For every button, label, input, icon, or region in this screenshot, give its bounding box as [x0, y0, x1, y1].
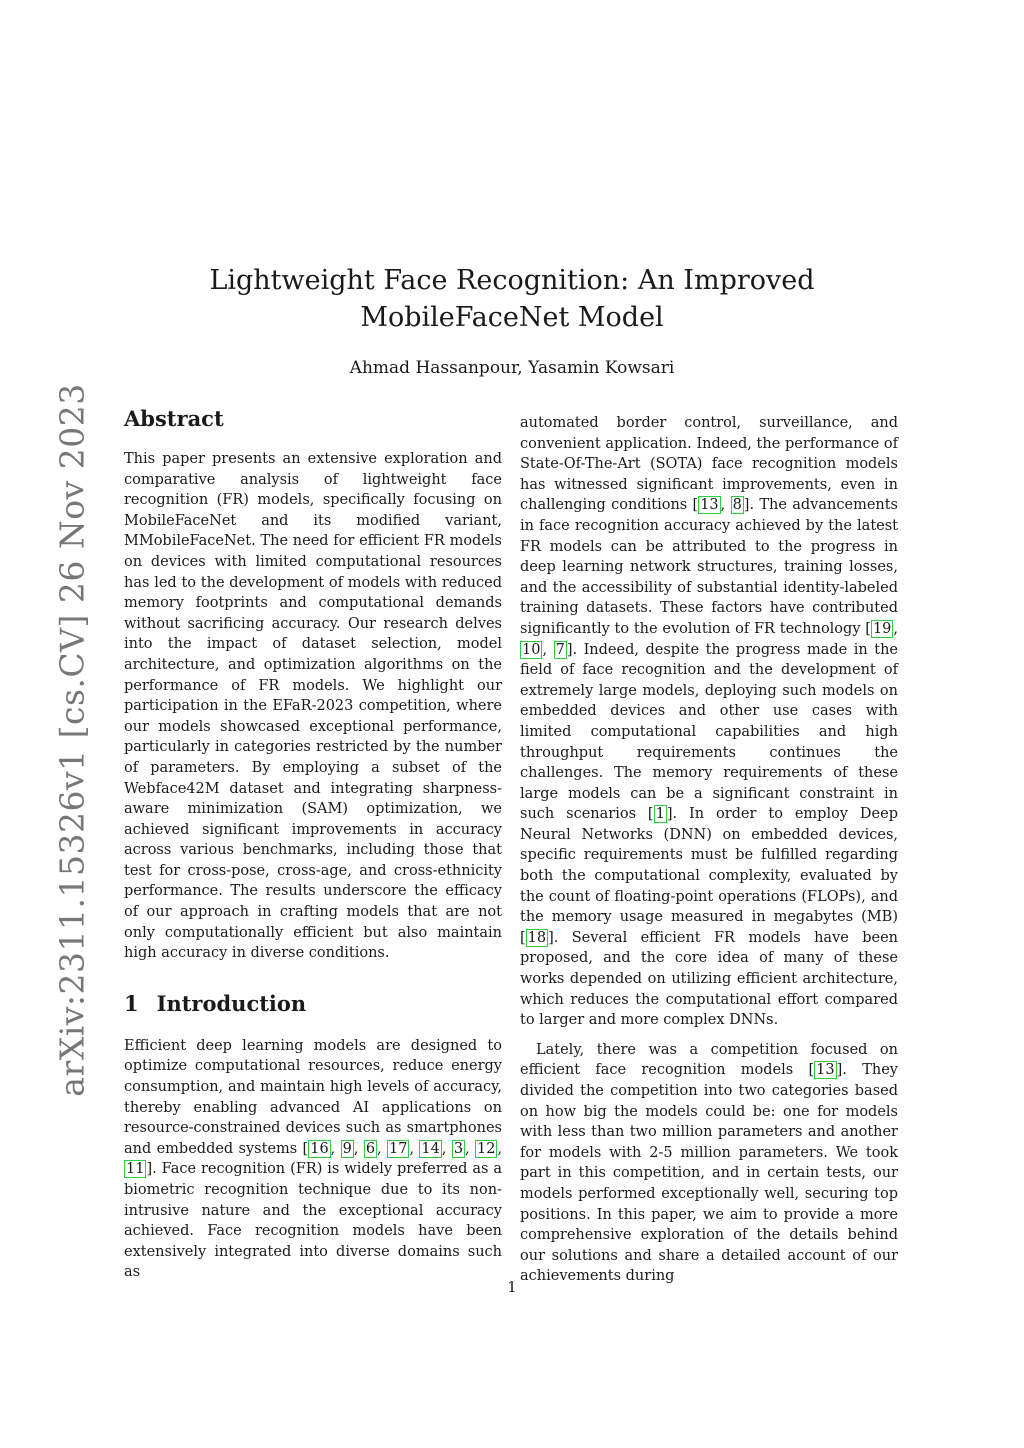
abstract-text: This paper presents an extensive exploration and comparative analysis of lightweight face recognition (FR) models, specifically focusing on MobileFaceNet and its modified variant, MMobileFaceNet. The need for efficient FR models on devices with limited computational resources has led to the development of models with reduced memory footprints and computational demands without sacrificing accuracy. Our research delves into the impact of dataset selection, model architecture, and optimization algorithms on the performance of FR models. We highlight our participation in the EFaR-2023 competition, where our models showcased exceptional performance, particularly in categories restricted by the number of parameters. By employing a subset of the Webface42M dataset and integrating sharpness-aware minimization (SAM) optimization, we achieved significant improvements in accuracy across various benchmarks, including those that test for cross-pose, cross-age, and cross-ethnicity performance. The results underscore the efficacy of our approach in crafting models that are not only computationally efficient but also maintain high accuracy in diverse conditions. [124, 451, 502, 962]
page-number: 1 [507, 1278, 517, 1296]
introduction-heading [124, 990, 502, 1018]
intro-paragraph-1-continued: automated border control, surveillance, and convenient application. Indeed, the performance of State-Of-The-Art (SOTA) face recognition models has witnessed significant improvements, even in challenging conditions [ 13 , 8 ]. The advancements in face recognition accuracy achieved by the latest FR models can be attributed to the progress in deep learning network structures, training losses, and the accessibility of substantial identity-labeled training datasets. These factors have contributed significantly to the evolution of FR technology [ 19 , 10 , 7 ]. Indeed, despite the progress made in the field of face recognition and the development of extremely large models, deploying such models on embedded devices and other use cases with limited computational capabilities and high throughput requirements continues the challenges. The memory requirements of these large models can be a significant constraint in such scenarios [ 1 ]. In order to employ Deep Neural Networks (DNN) on embedded devices, specific requirements must be fulfilled regarding both the computational complexity, evaluated by the count of floating-point operations (FLOPs), and the memory usage measured in megabytes (MB) [ 18 ]. Several efficient FR models have been proposed, and the core idea of many of these works depended on utilizing efficient architecture, which reduces the computational effort compared to larger and more complex DNNs. [520, 415, 899, 1029]
paper-authors: Ahmad Hassanpour, Yasamin Kowsari [349, 358, 675, 378]
text-run: ]. Face recognition (FR) is widely preferred as a biometric recognition technique due to its non-intrusive nature and the exceptional accuracy achieved. Face recognition models have been extensively integrated into diverse domains such as [124, 1161, 502, 1281]
right-column [520, 413, 898, 1287]
intro-paragraph-1-start: Efficient deep learning models are designed to optimize computational resources, reduce energy consumption, and maintain high levels of accuracy, thereby enabling advanced AI applications on resource-constrained devices such as smartphones and embedded systems [ 16 , 9 , 6 , 17 , 14 , 3 , 12 , 11 ]. Face recognition (FR) is widely preferred as a biometric recognition technique due to its non-intrusive nature and the exceptional accuracy achieved. Face recognition models have been extensively integrated into diverse domains such as [124, 1037, 503, 1281]
citation-link[interactable]: 9 [342, 1140, 352, 1157]
text-run: ]. The advancements in face recognition accuracy achieved by the latest FR models can be attributed to the progress in deep learning network structures, training losses, and the accessibility of substantial identity-labeled training datasets. These factors have contributed significantly to the evolution of FR technology [ [520, 497, 899, 637]
citation-link[interactable]: 13 [700, 497, 719, 514]
text-run: Lately, there was a competition focused on efficient face recognition models [ [520, 1041, 898, 1079]
text-run: ]. They divided the competition into two categories based on how big the models could be: one for models with less than two million parameters and another for models with 2-5 million parameters. We took part in this competition, and in certain tests, our models performed exceptionally well, securing top positions. In this paper, we aim to provide a more comprehensive exploration of the details behind our solutions and share a detailed account of our achievements during [520, 1062, 898, 1285]
left-column [124, 405, 502, 1283]
text-run: ]. Indeed, despite the progress made in the field of face recognition and the development of extremely large models, deploying such models on embedded devices and other use cases with limited computational capabilities and high throughput requirements continues the challenges. The memory requirements of these large models can be a significant constraint in such scenarios [ [520, 641, 898, 823]
citation-link[interactable]: 8 [732, 497, 742, 514]
citation-link[interactable]: 10 [522, 641, 541, 658]
text-run: Efficient deep learning models are designed to optimize computational resources, reduce energy consumption, and maintain high levels of accuracy, thereby enabling advanced AI applications on resource-constrained devices such as smartphones and embedded systems [ [124, 1037, 502, 1157]
text-run: automated border control, surveillance, and convenient application. Indeed, the performance of State-Of-The-Art (SOTA) face recognition models has witnessed significant improvements, even in challenging conditions [ [520, 415, 898, 514]
citation-link[interactable]: 3 [453, 1140, 464, 1157]
arxiv-identifier-stamp: arXiv:2311.15326v1 [cs.CV] 26 Nov 2023 [52, 383, 92, 1097]
paper-title: Lightweight Face Recognition: An Improved MobileFaceNet Model [209, 265, 815, 333]
abstract-heading: Abstract [124, 406, 224, 431]
citation-link[interactable]: 13 [816, 1062, 835, 1079]
text-run: ]. Several efficient FR models have been proposed, and the core idea of many of these works depended on utilizing efficient architecture, which reduces the computational effort compared to larger and more complex DNNs. [520, 929, 898, 1029]
text-run: ]. In order to employ Deep Neural Networks (DNN) on embedded devices, specific requirements must be fulfilled regarding both the computational complexity, evaluated by the count of floating-point operations (FLOPs), and the memory usage measured in megabytes (MB) [ [520, 806, 898, 946]
section-number: 1 [124, 990, 139, 1016]
citation-link[interactable]: 11 [126, 1161, 145, 1178]
citation-link[interactable]: 17 [389, 1140, 408, 1157]
citation-link[interactable]: 18 [527, 929, 547, 946]
citation-link[interactable]: 16 [310, 1140, 329, 1157]
section-title: Introduction [156, 990, 307, 1016]
intro-paragraph-2 [520, 1040, 898, 1287]
citation-link[interactable]: 12 [477, 1140, 496, 1157]
citation-link[interactable]: 1 [655, 806, 665, 823]
citation-link[interactable]: 6 [365, 1140, 376, 1157]
citation-link[interactable]: 14 [421, 1140, 440, 1157]
citation-link[interactable]: 7 [555, 641, 565, 658]
citation-link[interactable]: 19 [872, 620, 892, 637]
